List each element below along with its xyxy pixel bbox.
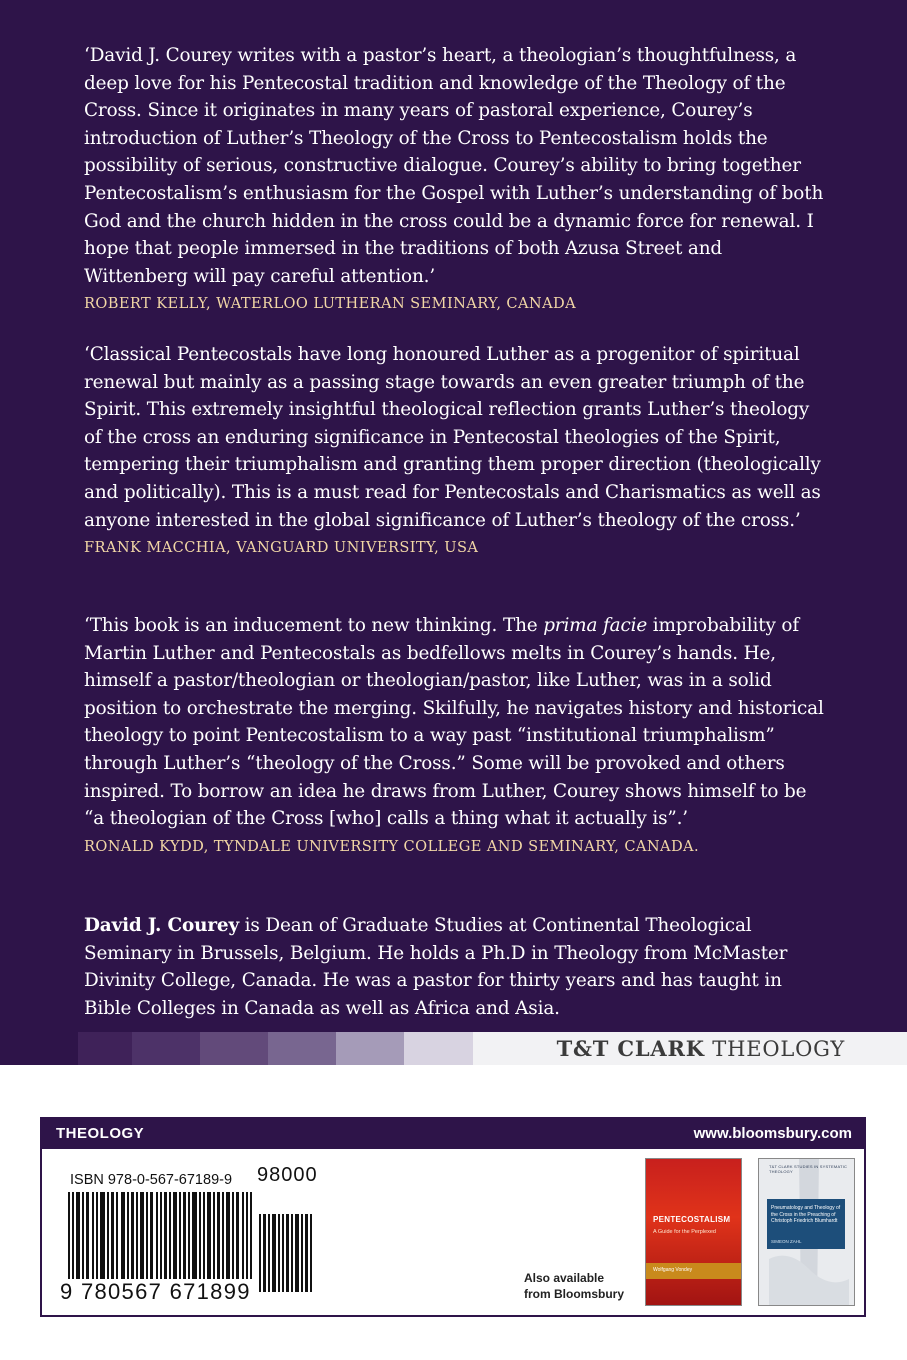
- author-name: David J. Courey: [84, 915, 239, 936]
- endorsement-attribution: ROBERT KELLY, WATERLOO LUTHERAN SEMINARY, CANADA: [84, 295, 577, 313]
- endorsement-kelly: [84, 42, 824, 318]
- related-book-author: Wolfgang Vondey: [653, 1267, 693, 1273]
- endorsement-quote-start: ‘This book is an inducement to new thinking. The: [84, 615, 544, 636]
- stripe-segment: [404, 1032, 473, 1065]
- related-book-series: T&T CLARK STUDIES IN SYSTEMATIC THEOLOGY: [769, 1164, 848, 1174]
- endorsement-quote-end: improbability of Martin Luther and Pentecostals as bedfellows melts in Courey’s hands. He, himself a pastor/theologian or theologian/pastor, like Luther, was in a solid position to orchestrate the merging. Skilfully, he navigates history and historical theology to point Pentecostalism to a way past “institutional triumphalism” through Luther’s “theology of the Cross.” Some will be provoked and others inspired. To borrow an idea he draws from Luther, Courey shows himself to be “a theologian of the Cross [who] calls a thing what it actually is”.’: [84, 615, 824, 830]
- website-link[interactable]: www.bloomsbury.com: [693, 1125, 852, 1142]
- category-label: THEOLOGY: [56, 1125, 145, 1142]
- imprint-name: T&T CLARK: [556, 1036, 705, 1061]
- author-bio-text: is Dean of Graduate Studies at Continental Theological Seminary in Brussels, Belgium. He holds a Ph.D in Theology from McMaster Divinity College, Canada. He was a pastor for thirty years and has taught in Bible Colleges in Canada as well as Africa and Asia.: [84, 915, 788, 1019]
- stripe-segment: [0, 1032, 78, 1065]
- price-code: 98000: [257, 1164, 318, 1186]
- series-name: THEOLOGY: [712, 1037, 845, 1061]
- author-bio: [84, 912, 824, 1022]
- endorsement-attribution: FRANK MACCHIA, VANGUARD UNIVERSITY, USA: [84, 539, 479, 557]
- endorsement-kydd: [84, 612, 824, 860]
- endorsement-quote: ‘Classical Pentecostals have long honoured Luther as a progenitor of spiritual renewal but mainly as a passing stage towards an even greater triumph of the Spirit. This extremely insightful theological reflection grants Luther’s theology of the cross an enduring significance in Pentecostal theologies of the Spirit, tempering their triumphalism and granting them proper direction (theologically and politically). This is a must read for Pentecostals and Charismatics as well as anyone interested in the global significance of Luther’s theology of the cross.’: [84, 344, 821, 531]
- endorsement-quote-italic: prima facie: [543, 615, 648, 636]
- endorsement-attribution: RONALD KYDD, TYNDALE UNIVERSITY COLLEGE AND SEMINARY, CANADA.: [84, 837, 700, 855]
- price-barcode-graphic: [257, 1192, 317, 1292]
- isbn-label: ISBN 978-0-567-67189-9: [70, 1172, 233, 1188]
- related-book-author: SIMEON ZAHL: [771, 1239, 802, 1244]
- stripe-segment: [268, 1032, 336, 1065]
- related-book-pentecostalism[interactable]: [645, 1158, 742, 1306]
- also-available-label: Also available from Bloomsbury: [524, 1271, 625, 1301]
- stripe-segment: [336, 1032, 404, 1065]
- related-book-title: Pneumatology and Theology of the Cross in the Preaching of Christoph Friedrich Blumhardt: [771, 1205, 841, 1224]
- barcode-digits: 9 780567 671899: [60, 1279, 251, 1304]
- related-book-title: PENTECOSTALISM: [653, 1215, 731, 1224]
- endorsement-quote: ‘David J. Courey writes with a pastor’s heart, a theologian’s thoughtfulness, a deep love for his Pentecostal tradition and knowledge of the Theology of the Cross. Since it originates in many years of pastoral experience, Courey’s introduction of Luther’s Theology of the Cross to Pentecostalism holds the possibility of serious, constructive dialogue. Courey’s ability to bring together Pentecostalism’s enthusiasm for the Gospel with Luther’s understanding of both God and the church hidden in the cross could be a dynamic force for renewal. I hope that people immersed in the traditions of both Azusa Street and Wittenberg will pay careful attention.’: [84, 45, 824, 287]
- endorsement-macchia: [84, 341, 824, 562]
- related-book-pneumatology[interactable]: [758, 1158, 855, 1306]
- publisher-brand: [557, 1036, 845, 1061]
- barcode-box-header: [42, 1119, 864, 1149]
- stripe-segment: [200, 1032, 268, 1065]
- stripe-segment: [132, 1032, 200, 1065]
- related-book-subtitle: A Guide for the Perplexed: [653, 1229, 716, 1235]
- barcode-graphic: [68, 1192, 256, 1292]
- stripe-segment: [78, 1032, 132, 1065]
